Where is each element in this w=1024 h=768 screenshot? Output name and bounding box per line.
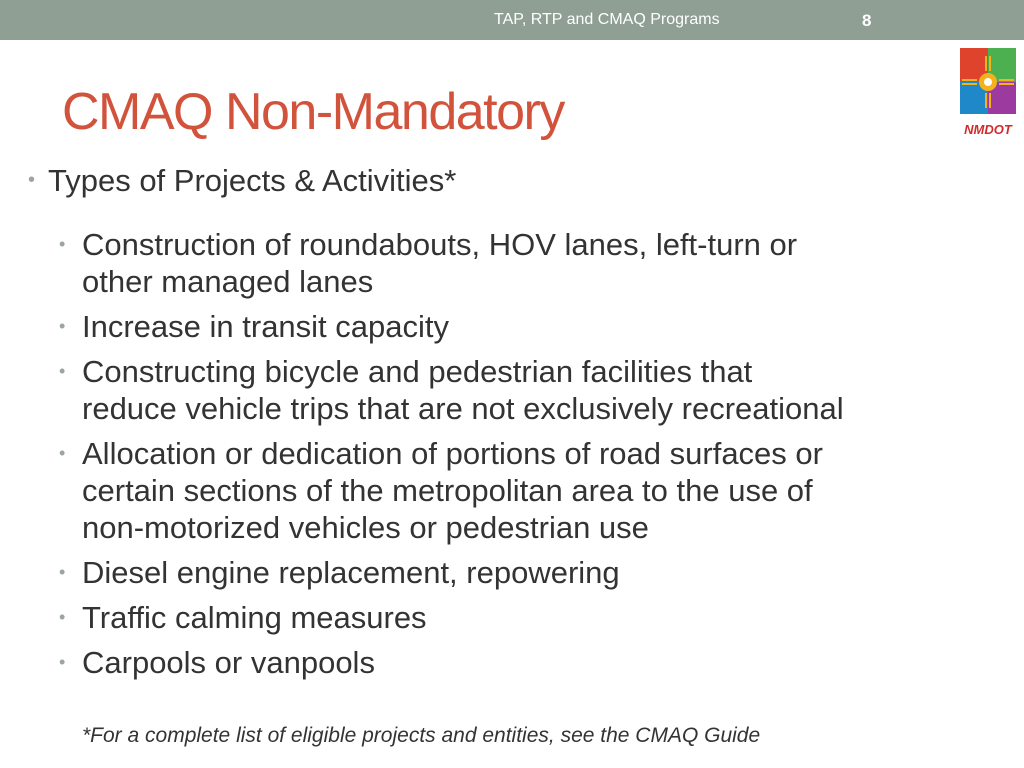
bullet-icon: •	[59, 607, 66, 627]
level1-bullet	[28, 161, 456, 203]
list-item	[59, 226, 939, 300]
nmdot-logo	[952, 42, 1024, 146]
list-item-text: Traffic calming measures	[82, 600, 427, 635]
footnote: *For a complete list of eligible projects and entities, see the CMAQ Guide	[82, 724, 761, 747]
page-title: CMAQ Non-Mandatory	[62, 83, 564, 141]
list-item	[59, 554, 939, 591]
header-title: TAP, RTP and CMAQ Programs	[494, 11, 720, 28]
bullet-icon: •	[59, 652, 66, 672]
list-item-text: Carpools or vanpools	[82, 645, 375, 680]
bullet-icon: •	[59, 562, 66, 582]
logo-text: NMDOT	[964, 122, 1012, 137]
slide-number: 8	[862, 11, 872, 30]
list-item-text: Constructing bicycle and pedestrian facilities that reduce vehicle trips that are not exclusively recreational	[82, 354, 844, 426]
header-bar	[0, 0, 1024, 40]
list-item	[59, 353, 939, 427]
bullet-icon: •	[59, 443, 66, 463]
project-list	[59, 226, 939, 689]
list-item-text: Construction of roundabouts, HOV lanes, left-turn or other managed lanes	[82, 227, 798, 299]
level1-text: Types of Projects & Activities*	[48, 163, 457, 198]
list-item-text: Allocation or dedication of portions of road surfaces or certain sections of the metropolitan area to the use of non-motorized vehicles or pedestrian use	[82, 436, 823, 545]
list-item-text: Increase in transit capacity	[82, 309, 450, 344]
list-item	[59, 599, 939, 636]
bullet-icon: •	[59, 234, 66, 254]
bullet-icon: •	[28, 168, 36, 191]
list-item	[59, 308, 939, 345]
list-item	[59, 435, 939, 546]
bullet-icon: •	[59, 361, 66, 381]
list-item-text: Diesel engine replacement, repowering	[82, 555, 620, 590]
list-item	[59, 644, 939, 681]
bullet-icon: •	[59, 316, 66, 336]
